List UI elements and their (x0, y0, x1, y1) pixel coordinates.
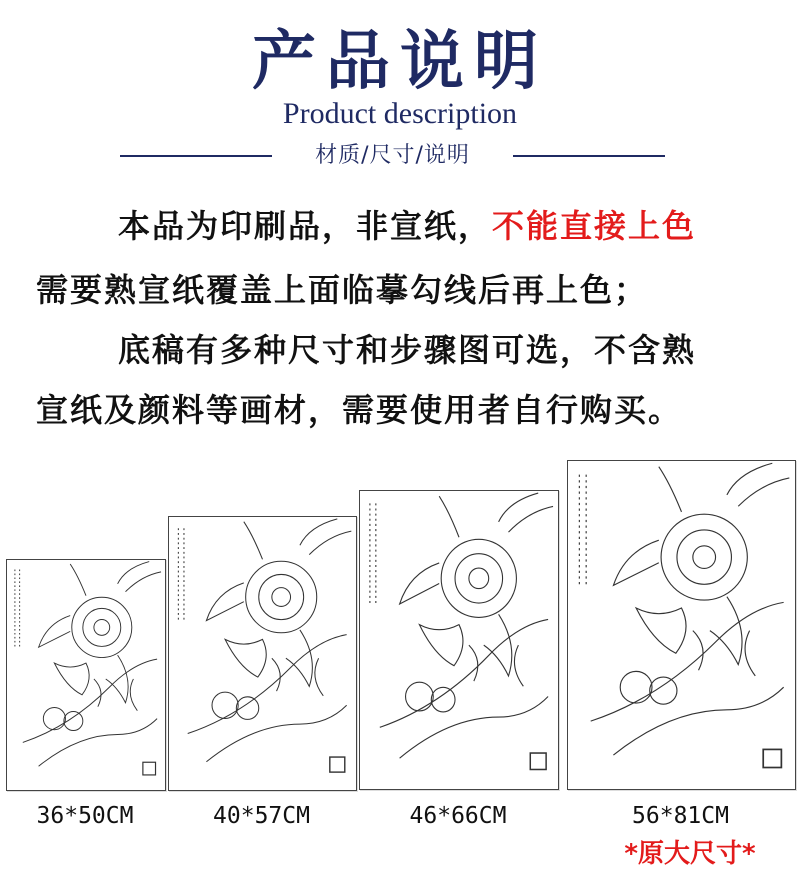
page-title: 产品说明 (252, 25, 548, 99)
original-size-note: *原大尺寸* (624, 839, 756, 869)
artwork-36x50 (6, 559, 166, 791)
artwork-40x57 (168, 516, 357, 791)
page-subtitle: Product description (282, 97, 518, 130)
description-line-3: 底稿有多种尺寸和步骤图可选，不含熟 (118, 331, 697, 369)
section-label: 材质/尺寸/说明 (315, 143, 470, 168)
peony-drawing-icon (169, 517, 356, 790)
description-warning: 不能直接上色 (492, 207, 697, 245)
peony-drawing-icon (7, 560, 165, 790)
peony-drawing-icon (568, 461, 795, 789)
description-line-4: 宣纸及颜料等画材，需要使用者自行购买。 (36, 391, 683, 429)
peony-drawing-icon (360, 491, 558, 789)
description-line-1 (118, 206, 800, 246)
size-label: 36*50CM (36, 803, 134, 829)
artwork-56x81 (567, 460, 796, 790)
size-label: 46*66CM (409, 803, 507, 829)
divider-line-right (513, 155, 665, 157)
divider-line-left (120, 155, 272, 157)
description-line-1-text: 本品为印刷品，非宣纸， (118, 207, 493, 245)
size-label: 40*57CM (213, 803, 310, 829)
description-line-2: 需要熟宣纸覆盖上面临摹勾线后再上色； (36, 271, 649, 309)
artwork-46x66 (359, 490, 559, 790)
section-divider (120, 140, 665, 172)
size-label: 56*81CM (632, 803, 729, 829)
